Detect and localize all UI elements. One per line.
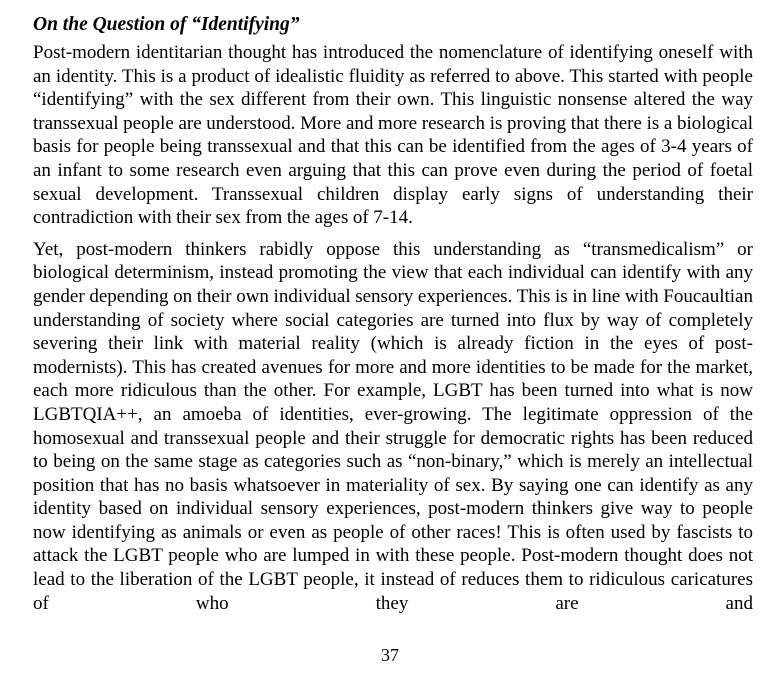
- paragraph-1: Post-modern identitarian thought has introduced the nomenclature of identifying oneself with an identity. This is a product of idealistic fluidity as referred to above. This started with people “identifying” with the sex different from their own. This linguistic nonsense altered the way transsexual people are understood. More and more research is proving that there is a biological basis for people being transsexual and that this can be identified from the ages of 3-4 years of an infant to some research even arguing that this can prove even during the period of foetal sexual development. Transsexual children display early signs of understanding their contradiction with their sex from the ages of 7-14.: [33, 42, 753, 229]
- document-page: [33, 12, 753, 615]
- section-title: On the Question of “Identifying”: [33, 14, 300, 35]
- paragraph-2: Yet, post-modern thinkers rabidly oppose this understanding as “transmedicalism” or biological determinism, instead promoting the view that each individual can identify with any gender depending on their own individual sensory experiences. This is in line with Foucaultian understanding of society where social categories are turned into flux by way of completely severing their link with material reality (which is already fiction in the eyes of post-modernists). This has created avenues for more and more identities to be made for the market, each more ridiculous than the other. For example, LGBT has been turned into what is now LGBTQIA++, an amoeba of identities, ever-growing. The legitimate oppression of the homosexual and transsexual people and their struggle for democratic rights has been reduced to being on the same stage as categories such as “non-binary,” which is merely an intellectual position that has no basis whatsoever in materiality of sex. By saying one can identify as any identity based on individual sensory experiences, post-modern thinkers give way to people now identifying as animals or even as people of other races! This is often used by fascists to attack the LGBT people who are lumped in with these people. Post-modern thought does not lead to the liberation of the LGBT people, it instead of reduces them to ridiculous caricatures of who they are and: [33, 238, 753, 614]
- page-number: 37: [381, 645, 399, 665]
